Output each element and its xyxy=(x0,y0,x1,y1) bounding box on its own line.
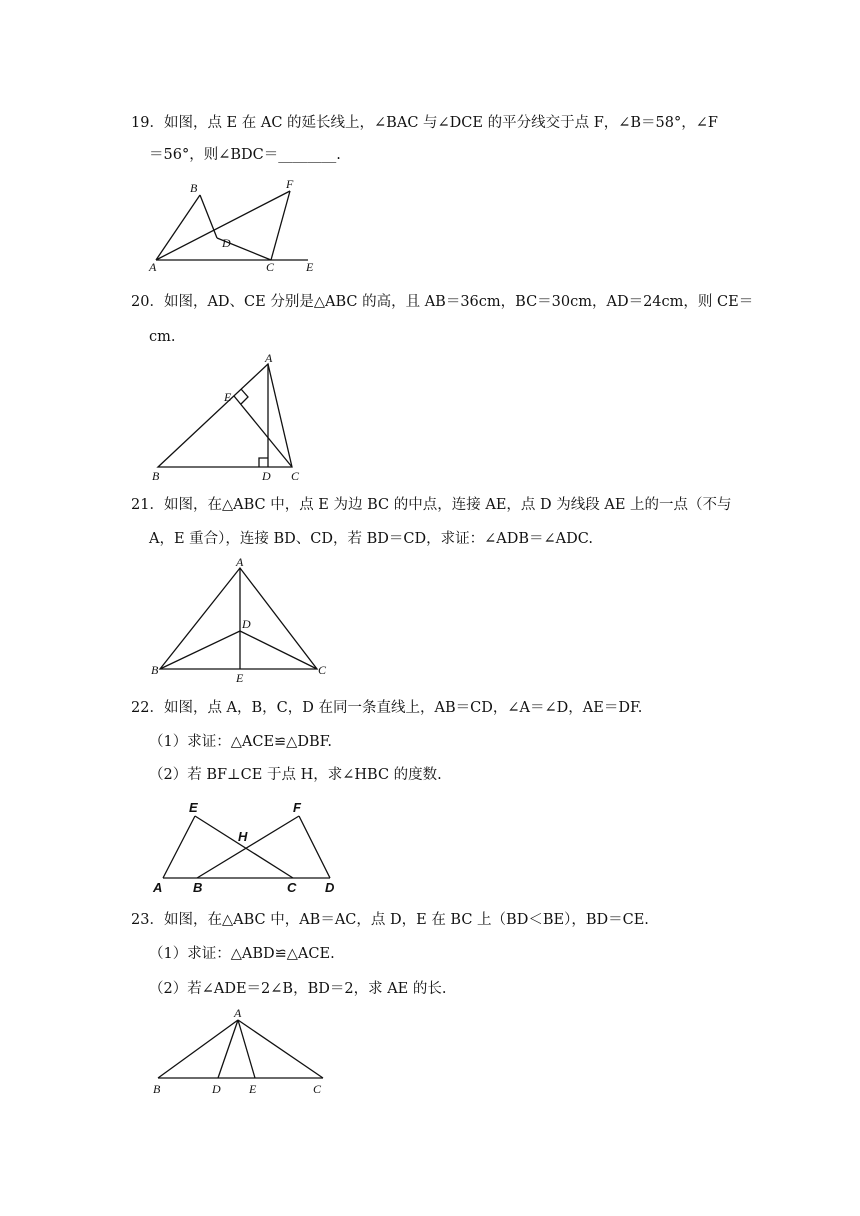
fig19-label-d: D xyxy=(222,236,231,250)
fig23-label-a: A xyxy=(234,1006,242,1020)
fig20-label-c: C xyxy=(291,469,300,483)
fig19-label-f: F xyxy=(286,178,294,191)
problem-22-figure xyxy=(145,796,345,896)
problem-20-line-1: 20．如图，AD、CE 分别是△ABC 的高，且 AB＝36cm，BC＝30cm，AD＝24cm，则 CE＝ xyxy=(131,294,754,310)
fig19-label-b: B xyxy=(190,181,198,195)
fig23-label-b: B xyxy=(153,1082,161,1096)
problem-20-line-2: cm. xyxy=(149,329,176,345)
problem-22-line-1: 22．如图，点 A，B，C，D 在同一条直线上，AB＝CD，∠A＝∠D，AE＝DF. xyxy=(131,700,643,716)
fig22-label-b: B xyxy=(193,880,203,895)
fig21-label-e: E xyxy=(236,671,244,685)
fig19-label-a: A xyxy=(149,260,157,274)
problem-23-part-1: （1）求证：△ABD≌△ACE. xyxy=(149,946,335,962)
problem-19-line-2: ＝56°，则∠BDC＝________. xyxy=(149,147,341,163)
fig19-label-e: E xyxy=(306,260,314,274)
fig20-label-d: D xyxy=(262,469,271,483)
fig21-label-d: D xyxy=(242,617,251,631)
problem-22-part-2: （2）若 BF⊥CE 于点 H，求∠HBC 的度数. xyxy=(149,767,442,783)
fig23-label-d: D xyxy=(212,1082,221,1096)
fig22-label-h: H xyxy=(238,829,248,844)
problem-19-figure xyxy=(140,178,340,278)
problem-21-line-2: A，E 重合），连接 BD、CD，若 BD＝CD，求证：∠ADB＝∠ADC. xyxy=(149,531,593,547)
problem-21-line-1: 21．如图，在△ABC 中，点 E 为边 BC 的中点，连接 AE，点 D 为线段 AE 上的一点（不与 xyxy=(131,497,732,513)
problem-20-figure xyxy=(140,352,310,487)
fig22-label-d: D xyxy=(325,880,335,895)
problem-23-part-2: （2）若∠ADE＝2∠B，BD＝2，求 AE 的长. xyxy=(149,981,447,997)
fig22-label-c: C xyxy=(287,880,297,895)
problem-19-line-1: 19．如图，点 E 在 AC 的延长线上，∠BAC 与∠DCE 的平分线交于点 F，∠B＝58°，∠F xyxy=(131,115,718,131)
fig21-label-a: A xyxy=(236,556,244,569)
problem-23-line-1: 23．如图，在△ABC 中，AB＝AC，点 D，E 在 BC 上（BD＜BE），BD＝CE. xyxy=(131,912,649,928)
fig19-label-c: C xyxy=(266,260,275,274)
fig21-label-b: B xyxy=(151,663,159,677)
fig20-label-e: E xyxy=(224,390,232,404)
fig20-label-a: A xyxy=(265,352,273,365)
fig23-label-c: C xyxy=(313,1082,322,1096)
fig23-label-e: E xyxy=(249,1082,257,1096)
problem-22-part-1: （1）求证：△ACE≌△DBF. xyxy=(149,734,333,750)
fig22-label-f: F xyxy=(293,800,301,815)
problem-23-figure xyxy=(145,1002,345,1102)
fig20-label-b: B xyxy=(152,469,160,483)
problem-21-figure xyxy=(145,556,335,686)
fig22-label-e: E xyxy=(189,800,198,815)
fig22-label-a: A xyxy=(153,880,163,895)
fig21-label-c: C xyxy=(318,663,327,677)
